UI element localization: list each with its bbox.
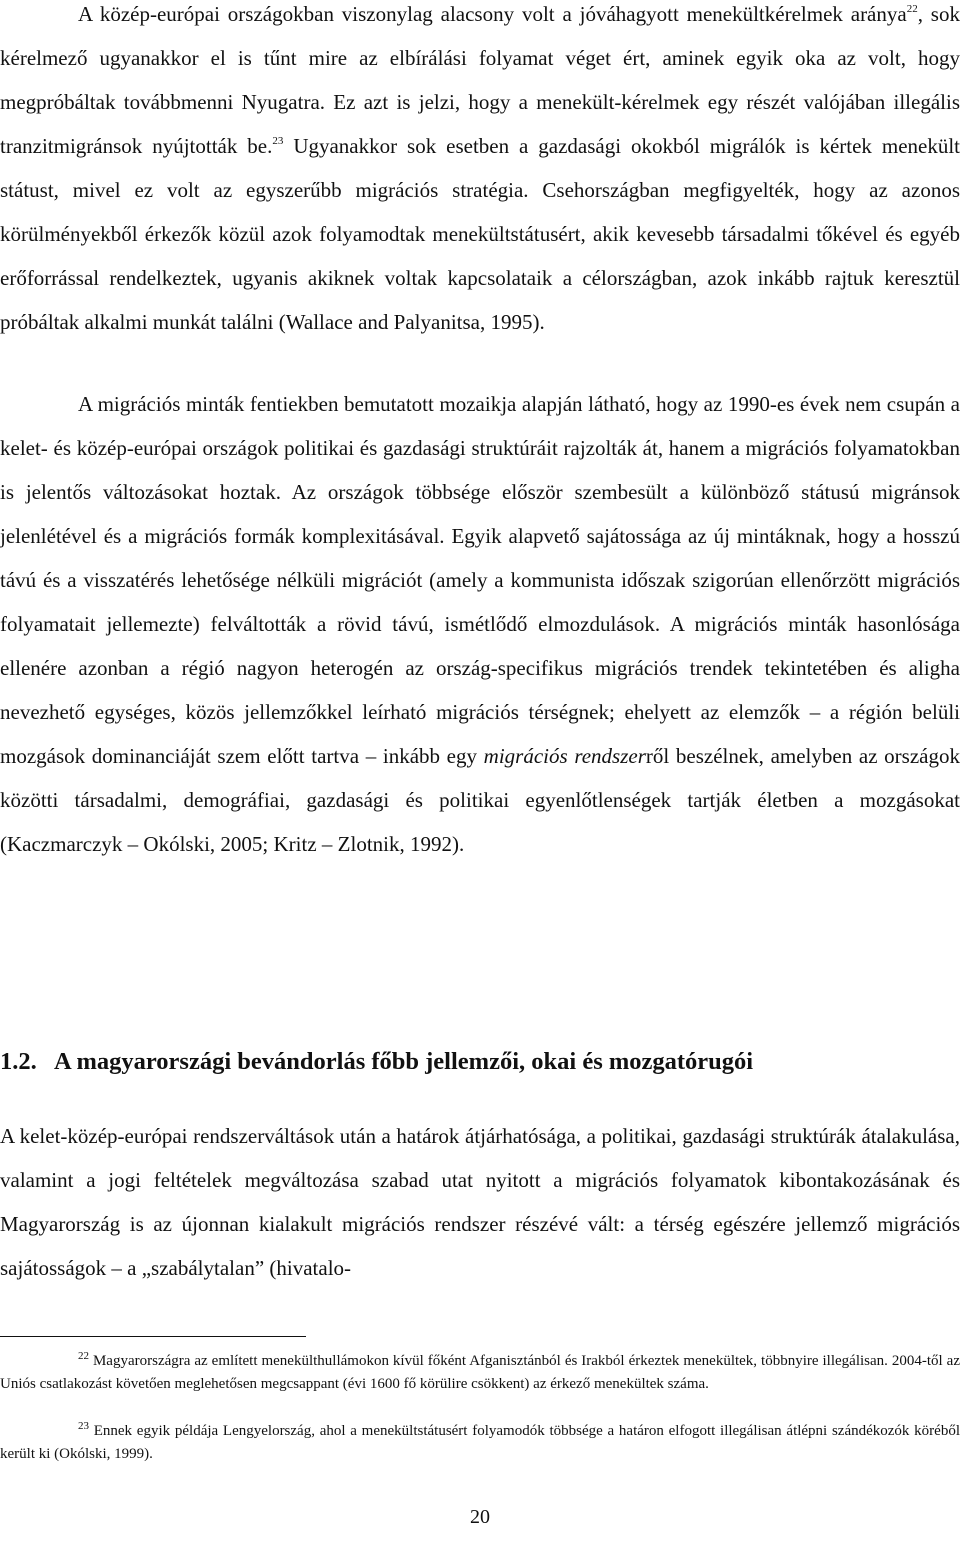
section-number: 1.2. (0, 1048, 37, 1075)
section-heading (0, 1040, 960, 1084)
paragraph-1-text-c: Ugyanakkor sok esetben a gazdasági okokból migrálók is kértek menekült státust, mivel ez volt az egyszerűbb migrációs stratégia. Csehországban megfigyelték, hogy az azonos körülményekből érkezők közül azok folyamodtak menekültstátusért, akik kevesebb társadalmi tőkével és egyéb erőforrással rendelkeztek, ugyanis akiknek voltak kapcsolataik a célországban, azok inkább rajtuk keresztül próbáltak alkalmi munkát találni (Wallace and Palyanitsa, 1995). (0, 134, 960, 334)
body-paragraph-2 (0, 382, 960, 866)
footnote-number-23: 23 (78, 1420, 89, 1432)
paragraph-2-text-a: A migrációs minták fentiekben bemutatott mozaikja alapján látható, hogy az 1990-es évek nem csupán a kelet- és közép-európai országok politikai és gazdasági struktúráit rajzolták át, hanem a migrációs folyamatokban is jelentős változásokat hoztak. Az országok többsége először szembesült a különböző státusú migránsok jelenlétével és a migrációs formák komplexitásával. Egyik alapvető sajátossága az új mintáknak, hogy a hosszú távú és a visszatérés lehetősége nélküli migrációt (amely a kommunista időszak szigorúan ellenőrzött migrációs folyamatait jellemezte) felváltották a rövid távú, ismétlődő elmozdulások. A migrációs minták hasonlósága ellenére azonban a régió nagyon heterogén az ország-specifikus migrációs trendek tekintetében és aligha nevezhető egységes, közös jellemzőkkel leírható migrációs térségnek; ehelyett az elemzők – a régión belüli mozgások dominanciáját szem előtt tartva – inkább egy (0, 392, 960, 768)
body-paragraph-1 (0, 0, 960, 344)
paragraph-1-text-a: A közép-európai országokban viszonylag alacsony volt a jóváhagyott menekültkérelmek aránya (78, 2, 907, 26)
footnote-number-22: 22 (78, 1350, 89, 1362)
footnote-22-text: Magyarországra az említett menekülthullámokon kívül főként Afganisztánból és Irakból érkeztek menekültek, többnyire illegálisan. 2004-től az Uniós csatlakozást követően meglehetősen megcsappant (évi 1600 fő körülire csökkent) az érkező menekültek száma. (0, 1353, 960, 1392)
paragraph-1-text-b: , sok kérelmező ugyanakkor el is tűnt mire az elbírálási folyamat véget ért, aminek egyik oka az volt, hogy megpróbáltak továbbmenni Nyugatra. Ez azt is jelzi, hogy a menekült-kérelmek egy részét valójában illegális tranzitmigránsok nyújtották be. (0, 2, 960, 158)
page-number: 20 (470, 1506, 490, 1528)
body-paragraph-3: A kelet-közép-európai rendszerváltások után a határok átjárhatósága, a politikai, gazdasági struktúrák átalakulása, valamint a jogi feltételek megváltozása szabad utat nyitott a migrációs folyamatok kibontakozásának és Magyarország is az újonnan kialakult migrációs rendszer részévé vált: a térség egészére jellemző migrációs sajátosságok – a „szabálytalan” (hivatalo- (0, 1124, 960, 1280)
footnote-ref-23[interactable]: 23 (272, 135, 284, 147)
footnote-ref-22[interactable]: 22 (906, 3, 918, 15)
footnote-divider (0, 1336, 306, 1337)
footnote-22 (0, 1350, 960, 1396)
footnote-23 (0, 1420, 960, 1466)
section-title: A magyarországi bevándorlás főbb jellemzői, okai és mozgatórugói (54, 1048, 754, 1075)
migration-system-term: migrációs rendszer (483, 744, 646, 768)
footnote-23-text: Ennek egyik példája Lengyelország, ahol a menekültstátusért folyamodók többsége a határon elfogott illegálisan átlépni szándékozók köréből került ki (Okólski, 1999). (0, 1423, 960, 1462)
paragraph-2-text-b: ről beszélnek, amelyben az országok közötti társadalmi, demográfiai, gazdasági és politikai egyenlőtlenségek tartják életben a mozgásokat (Kaczmarczyk – Okólski, 2005; Kritz – Zlotnik, 1992). (0, 744, 960, 856)
